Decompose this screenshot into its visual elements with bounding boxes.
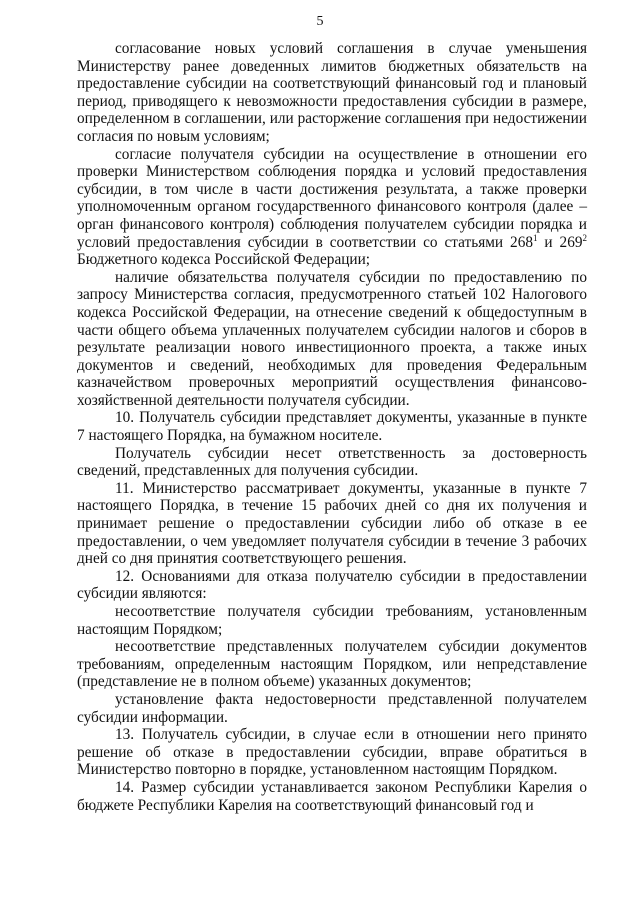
document-body bbox=[77, 40, 587, 814]
paragraph-text-mid: и 269 bbox=[537, 233, 583, 251]
paragraph-refusal-reason-2: несоответствие представленных получателем субсидии документов требованиям, определенным настоящим Порядком, или непредставление (представление не в полном объеме) указанных документов; bbox=[77, 638, 587, 691]
superscript-2: 2 bbox=[582, 232, 587, 243]
paragraph-refusal-reason-1: несоответствие получателя субсидии требованиям, установленным настоящим Порядком; bbox=[77, 603, 587, 638]
paragraph-text: согласие получателя субсидии на осуществление в отношении его проверки Министерством соблюдения порядка и условий предоставления субсидии, в том числе в части достижения результата, а также проверки уполномоченным органом государственного финансового контроля (далее – орган финансового контроля) соблюдения получателем субсидии порядка и условий предоставления субсидии в соответствии со статьями 268 bbox=[77, 145, 587, 251]
paragraph-responsibility: Получатель субсидии несет ответственность за достоверность сведений, представленных для получения субсидии. bbox=[77, 444, 587, 480]
paragraph-refusal-reason-3: установление факта недостоверности представленной получателем субсидии информации. bbox=[77, 690, 587, 726]
superscript-1: 1 bbox=[533, 232, 538, 243]
paragraph-inspection-consent bbox=[77, 146, 587, 269]
paragraph-item-14: 14. Размер субсидии устанавливается законом Республики Карелия о бюджете Республики Карелия на соответствующий финансовый год и bbox=[77, 778, 587, 814]
paragraph-item-13: 13. Получатель субсидии, в случае если в отношении него принято решение об отказе в предоставлении субсидии, вправе обратиться в Министерство повторно в порядке, установленном настоящим Порядком. bbox=[77, 726, 587, 779]
paragraph-item-10: 10. Получатель субсидии представляет документы, указанные в пункте 7 настоящего Порядка, на бумажном носителе. bbox=[77, 409, 587, 445]
page-number: 5 bbox=[316, 14, 324, 29]
paragraph-tax-consent: наличие обязательства получателя субсидии по предоставлению по запросу Министерства согласия, предусмотренного статьей 102 Налогового кодекса Российской Федерации, на отнесение сведений к общедоступным в части общего объема уплаченных получателем субсидии налогов и сборов в результате реализации нового инвестиционного проекта, а также иных документов и сведений, необходимых для проведения Федеральным казначейством проверочных мероприятий осуществления финансово-хозяйственной деятельности получателя субсидии. bbox=[77, 268, 587, 409]
paragraph-text-tail: Бюджетного кодекса Российской Федерации; bbox=[77, 251, 371, 269]
paragraph-agreement-change: согласование новых условий соглашения в случае уменьшения Министерству ранее доведенных лимитов бюджетных обязательств на предоставление субсидии на соответствующий финансовый год и плановый период, приводящего к невозможности предоставления субсидии в размере, определенном в соглашении, или расторжение соглашения при недостижении согласия по новым условиям; bbox=[77, 40, 587, 145]
paragraph-item-11: 11. Министерство рассматривает документы, указанные в пункте 7 настоящего Порядка, в течение 15 рабочих дней со дня их получения и принимает решение о предоставлении субсидии либо об отказе в ее предоставлении, о чем уведомляет получателя субсидии в течение 3 рабочих дней со дня принятия соответствующего решения. bbox=[77, 479, 587, 568]
paragraph-item-12: 12. Основаниями для отказа получателю субсидии в предоставлении субсидии являются: bbox=[77, 567, 587, 603]
